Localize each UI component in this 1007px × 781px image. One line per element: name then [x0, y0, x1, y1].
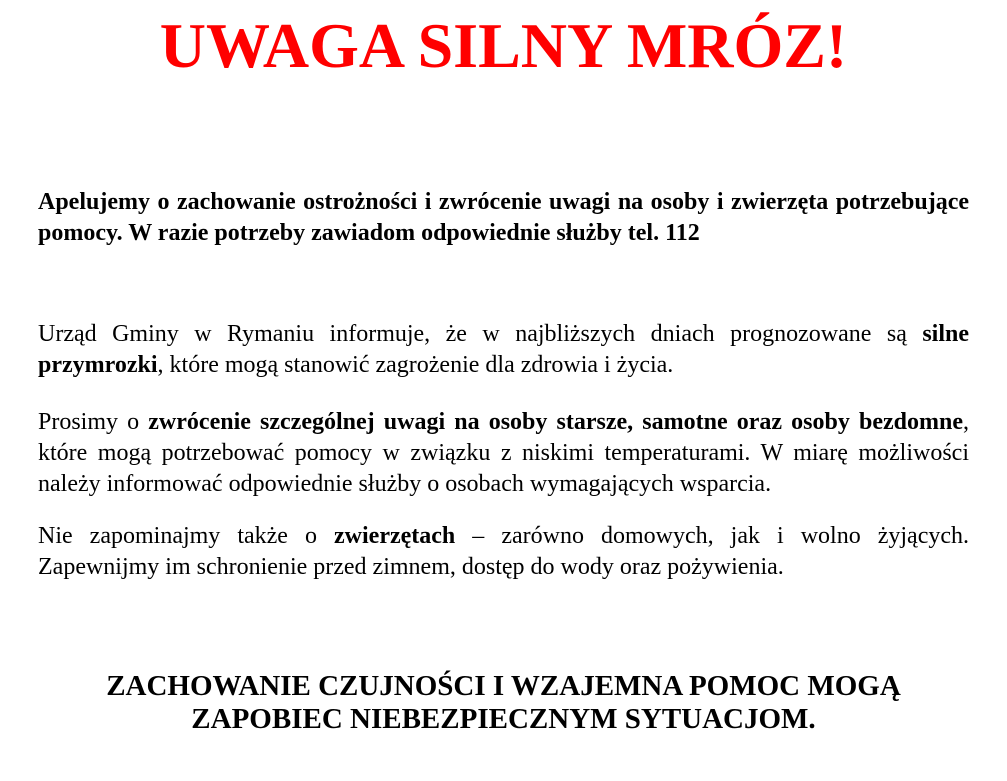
animals-paragraph: Nie zapominajmy także o zwierzętach – zarówno domowych, jak i wolno żyjących. Zapewnijmy im schronienie przed zimnem, dostęp do wody oraz pożywienia. [38, 523, 970, 580]
frost-warning-document [0, 10, 1007, 781]
info-paragraph: Urząd Gminy w Rymaniu informuje, że w najbliższych dniach prognozowane są silne przymrozki, które mogą stanowić zagrożenie dla zdrowia i życia. [38, 321, 969, 378]
page-title: UWAGA SILNY MRÓZ! [159, 10, 848, 81]
closing-statement: ZACHOWANIE CZUJNOŚCI I WZAJEMNA POMOC MOGĄ ZAPOBIEC NIEBEZPIECZNYM SYTUACJOM. [106, 670, 901, 735]
request-paragraph: Prosimy o zwrócenie szczególnej uwagi na osoby starsze, samotne oraz osoby bezdomne, które mogą potrzebować pomocy w związku z niskimi temperaturami. W miarę możliwości należy informować odpowiednie służby o osobach wymagających wsparcia. [38, 409, 969, 497]
appeal-paragraph: Apelujemy o zachowanie ostrożności i zwrócenie uwagi na osoby i zwierzęta potrzebujące pomocy. W razie potrzeby zawiadom odpowiednie służby tel. 112 [38, 189, 969, 246]
